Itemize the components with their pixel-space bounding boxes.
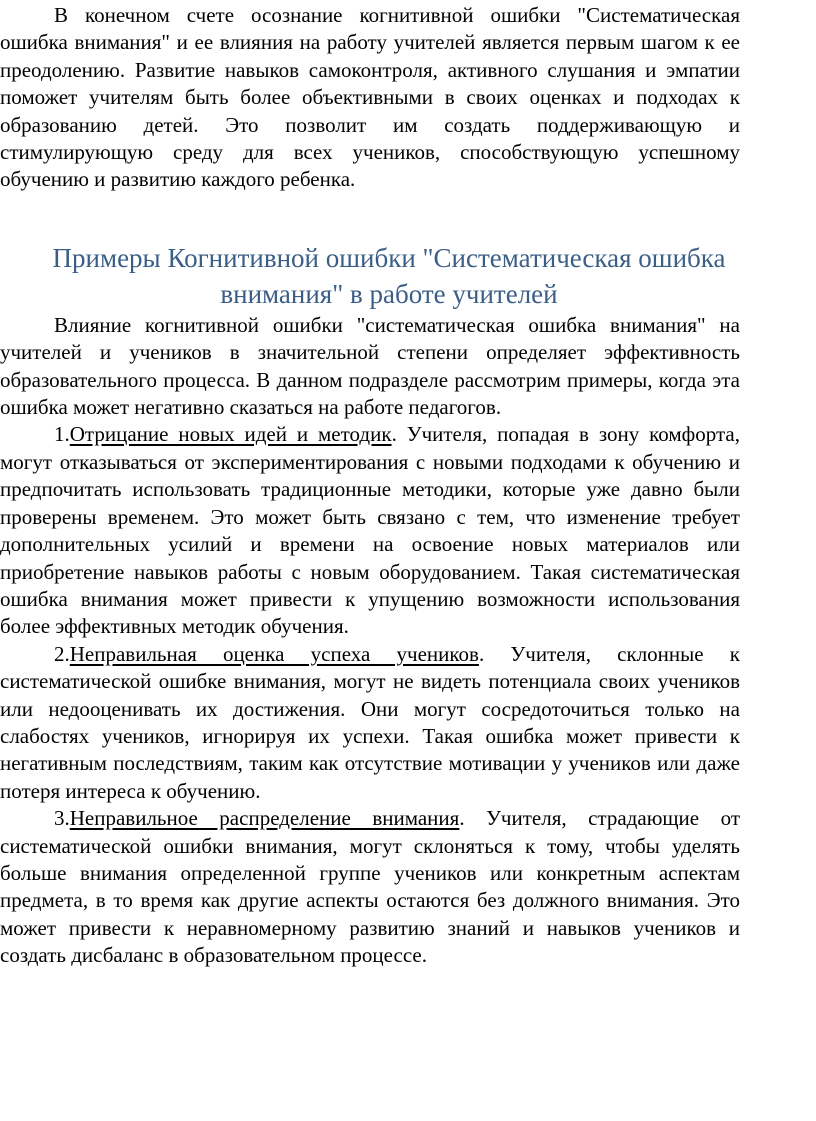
list-item (0, 805, 740, 969)
item-number: 2. (54, 641, 70, 666)
intro-paragraph: В конечном счете осознание когнитивной ошибки "Систематическая ошибка внимания" и ее влияния на работу учителей является первым шагом к ее преодолению. Развитие навыков самоконтроля, активного слушания и эмпатии поможет учителям быть более объективными в своих оценках и подходах к образованию детей. Это позволит им создать поддерживающую и стимулирующую среду для всех учеников, способствующую успешному обучению и развитию каждого ребенка. (0, 3, 740, 192)
item-number: 1. (54, 422, 70, 447)
list-item (0, 641, 740, 805)
item-title: Неправильная оценка успеха учеников (69, 641, 479, 666)
item-text: . Учителя, страдающие от систематической ошибки внимания, могут склоняться к тому, чтобы уделять больше внимания определенной группе учеников или конкретным аспектам предмета, в то время как другие аспекты остаются без должного внимания. Это может привести к неравномерному развитию знаний и навыков учеников и создать дисбаланс в образовательном процессе. (0, 806, 740, 968)
section-heading: Примеры Когнитивной ошибки "Систематическая ошибка внимания" в работе учителей (52, 242, 726, 309)
list-item (0, 421, 740, 640)
item-text: . Учителя, попадая в зону комфорта, могут отказываться от экспериментирования с новыми подходами к обучению и предпочитать использовать традиционные методики, которые уже давно были проверены временем. Это может быть связано с тем, что изменение требует дополнительных усилий и времени на освоение новых материалов или приобретение навыков работы с новым оборудованием. Такая систематическая ошибка внимания может привести к упущению возможности использования более эффективных методик обучения. (0, 422, 741, 639)
item-text: . Учителя, склонные к систематической ошибке внимания, могут не видеть потенциала своих учеников или недооценивать их достижения. Они могут сосредоточиться только на слабостях учеников, игнорируя их успехи. Такая ошибка может привести к негативным последствиям, таким как отсутствие мотивации у учеников или даже потеря интереса к обучению. (0, 641, 740, 803)
item-title: Отрицание новых идей и методик (69, 422, 392, 447)
item-title: Неправильное распределение внимания (69, 806, 460, 831)
item-number: 3. (54, 806, 70, 831)
lead-paragraph: Влияние когнитивной ошибки "систематическая ошибка внимания" на учителей и учеников в значительной степени определяет эффективность образовательного процесса. В данном подразделе рассмотрим примеры, когда эта ошибка может негативно сказаться на работе педагогов. (0, 312, 740, 420)
